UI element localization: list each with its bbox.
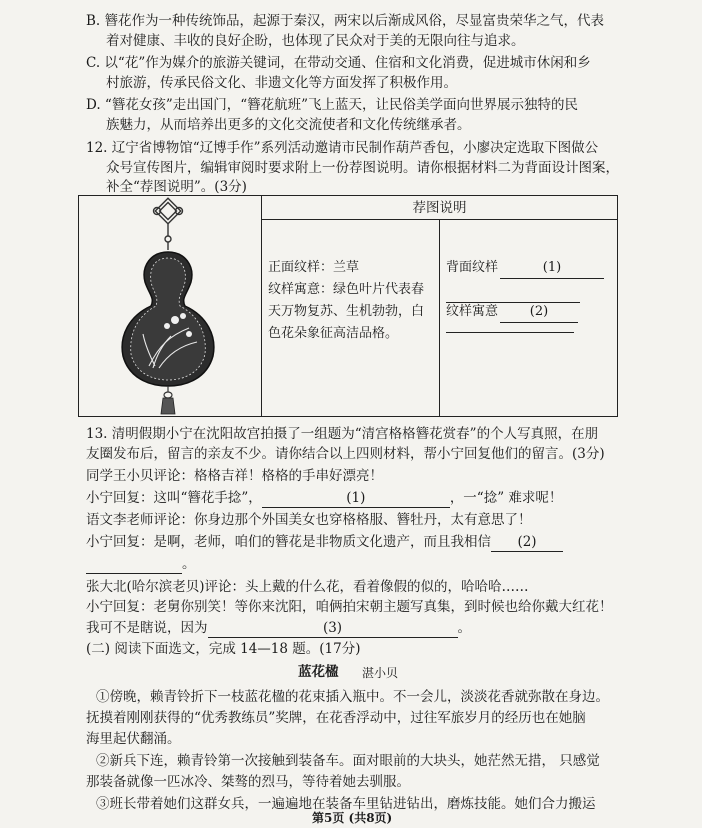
option-b-line1: B. 簪花作为一种传统饰品，起源于秦汉，两宋以后渐成风俗，尽显富贵荣华之气，代表 <box>86 13 605 29</box>
option-b-line2: 着对健康、丰收的良好企盼，也体现了民众对于美的无限向往与追求。 <box>106 33 525 49</box>
reply-3: 小宁回复：老舅你别笑！等你来沈阳，咱俩拍宋朝主题写真集，到时候也给你戴大红花！ <box>86 599 613 615</box>
para1-line2: 抚摸着刚刚获得的“优秀教练员”奖牌，在花香浮动中，过往军旅岁月的经历也在她脑 <box>86 710 586 726</box>
blank-q13-3[interactable]: (3) <box>208 619 458 638</box>
option-c-line2: 村旅游，传承民俗文化、非遗文化等方面发挥了积极作用。 <box>106 75 457 91</box>
front-text-3: 天万物复苏、生机勃勃，白 <box>268 304 425 319</box>
front-text-2: 纹样寓意：绿色叶片代表春 <box>268 282 425 297</box>
front-text-4: 色花朵象征高洁品格。 <box>268 326 399 341</box>
reply-2-cont: 。 <box>86 555 196 574</box>
blank-q13-1[interactable]: (1) <box>262 489 450 508</box>
article-author: 湛小贝 <box>362 666 399 680</box>
option-d-line1: D. “簪花女孩”走出国门，“簪花航班”飞上蓝天，让民俗美学面向世界展示独特的民 <box>86 97 579 113</box>
comment-wang: 同学王小贝评论：格格吉祥！格格的手串好漂亮！ <box>86 468 383 484</box>
para2-line1: ②新兵下连，赖青铃第一次接触到装备车。面对眼前的大块头，她茫然无措， 只感觉 <box>96 753 600 769</box>
back-pattern-label: 背面纹样 (1) <box>446 258 604 279</box>
blank-2[interactable]: (2) <box>500 302 578 323</box>
reply-3-cont: 我可不是瞎说，因为 (3) 。 <box>86 620 471 636</box>
option-d-line2: 族魅力，从而培养出更多的文化交流使者和文化传统继承者。 <box>106 117 471 133</box>
recommendation-table <box>78 195 618 417</box>
q12-line1: 12. 辽宁省博物馆“辽博手作”系列活动邀请市民制作葫芦香包，小廖决定选取下图做公 <box>86 140 599 156</box>
blank-q13-2-cont[interactable] <box>86 555 182 574</box>
front-description-cell <box>262 220 440 416</box>
comment-li: 语文李老师评论：你身边那个外国美女也穿格格服、簪牡丹，太有意思了！ <box>86 512 532 528</box>
front-text-1: 正面纹样：兰草 <box>268 260 360 275</box>
gourd-sachet-illustration <box>79 196 259 415</box>
page-footer: 第5页 (共8页) <box>312 811 393 825</box>
section-2-heading: (二) 阅读下面选文，完成 14—18 题。(17分) <box>86 641 361 657</box>
reply-2: 小宁回复：是啊，老师，咱们的簪花是非物质文化遗产，而且我相信 (2) <box>86 533 563 552</box>
option-c-line1: C. 以“花”作为媒介的旅游关键词，在带动交通、住宿和文化消费，促进城市休闲和乡 <box>86 55 591 71</box>
para2-line2: 那装备就像一匹冰冷、桀骜的烈马，等待着她去驯服。 <box>86 774 410 790</box>
q13-line1: 13. 清明假期小宁在沈阳故宫拍摄了一组题为“清宫格格簪花赏春”的个人写真照，在朋 <box>86 426 599 442</box>
para1-line1: ①傍晚，赖青铃折下一枝蓝花楹的花束插入瓶中。不一会儿，淡淡花香就弥散在身边。 <box>96 689 609 705</box>
q12-line3: 补全“荐图说明”。(3分) <box>106 179 247 195</box>
blank-q13-2[interactable]: (2) <box>491 533 563 552</box>
q12-line2: 众号宣传图片，编辑审阅时要求附上一份荐图说明。请你根据材料二为背面设计图案， <box>106 160 619 176</box>
para1-line3: 海里起伏翻涌。 <box>86 731 181 747</box>
back-description-cell <box>440 220 617 416</box>
back-line-b[interactable] <box>446 332 574 333</box>
para3-line1: ③班长带着她们这群女兵，一遍遍地在装备车里钻进钻出，磨炼技能。她们合力搬运 <box>96 796 596 812</box>
comment-zhang: 张大北(哈尔滨老贝)评论：头上戴的什么花，看着像假的似的，哈哈哈…… <box>86 579 529 595</box>
table-header: 荐图说明 <box>262 196 617 220</box>
gourd-sachet-image-cell <box>79 196 262 416</box>
back-meaning-label: 纹样寓意 (2) <box>446 302 578 323</box>
blank-1[interactable]: (1) <box>500 258 604 279</box>
reply-1: 小宁回复：这叫“簪花手捻”， (1) ，一“捻” 难求呢！ <box>86 490 563 506</box>
article-title: 蓝花楹 <box>298 664 339 680</box>
q13-line2: 友圈发布后，留言的亲友不少。请你结合以上四则材料，帮小宁回复他们的留言。(3分) <box>86 446 605 462</box>
